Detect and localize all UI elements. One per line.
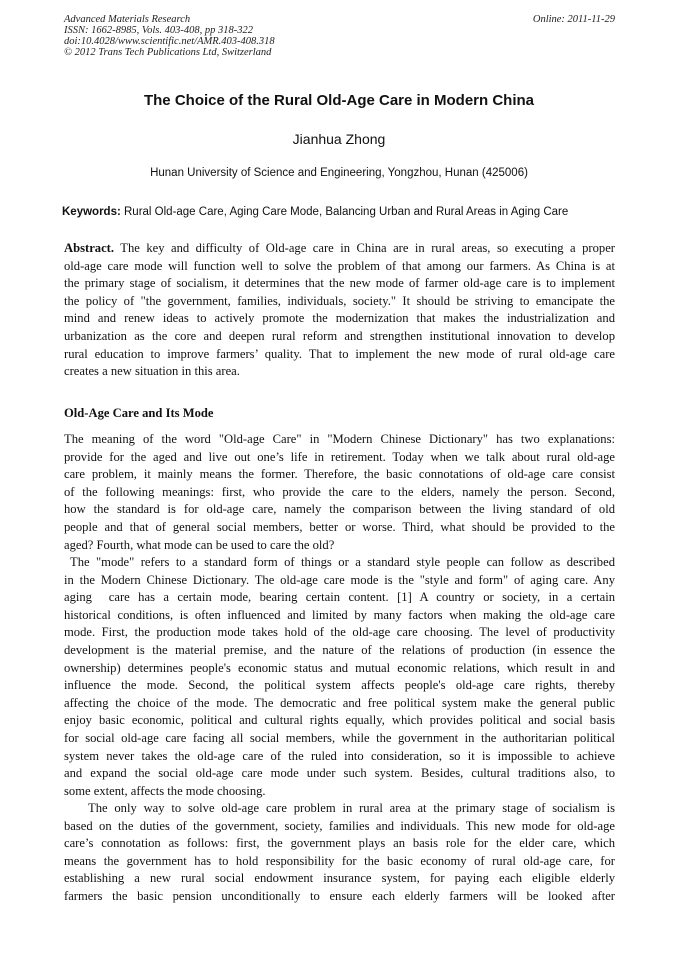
keywords (62, 206, 622, 218)
paragraph-line: enjoy basic economic, political and cultural rights equally, which provides political and social basis (64, 713, 615, 728)
section-paragraph-3 (64, 800, 615, 906)
paragraph-line: influence the mode. Second, the political system affects people's old-age care rights, thereby (64, 678, 615, 693)
paragraph-line: farmers the basic pension unconditionally to ensure each elderly farmers will be looked after (64, 888, 615, 903)
affiliation: Hunan University of Science and Engineering, Yongzhou, Hunan (425006) (150, 167, 528, 179)
paragraph-line: for social old-age care facing all social members, while the government in the authoritarian political (64, 730, 615, 745)
paragraph-line: ownership) determines people's economic status and mutual economic relations, which result in and (64, 660, 615, 675)
section-paragraph-2 (64, 554, 615, 800)
paragraph-line: based on the duties of the government, society, families and individuals. This new mode for old-age (64, 818, 615, 833)
copyright-line: © 2012 Trans Tech Publications Ltd, Switzerland (64, 47, 272, 58)
doi-line: doi:10.4028/www.scientific.net/AMR.403-408.318 (64, 36, 275, 47)
paragraph-line: aging care has a certain mode, bearing certain content. [1] A country or society, in a certain (64, 590, 615, 605)
abstract (64, 240, 615, 381)
issn-line: ISSN: 1662-8985, Vols. 403-408, pp 318-322 (64, 25, 253, 36)
paragraph-line: The only way to solve old-age care problem in rural area at the primary stage of socialism is (88, 801, 615, 815)
paragraph-line: some extent, affects the mode choosing. (64, 783, 266, 798)
paragraph-line: mode. First, the production mode takes hold of the old-age care choosing. The level of productivity (64, 625, 615, 640)
author-name: Jianhua Zhong (292, 131, 386, 147)
paragraph-line: establishing a new rural social endowment insurance system, for paying each eligible elderly (64, 871, 615, 886)
paragraph-line: and expand the social old-age care mode under such system. Besides, cultural traditions also, to (64, 766, 615, 781)
paragraph-line: provide for the aged and live out one’s life in retirement. Today when we talk about rural old-age (64, 449, 615, 464)
abstract-label: Abstract. (64, 241, 115, 255)
paragraph-line: aged? Fourth, what mode can be used to care the old? (64, 537, 335, 552)
paragraph-line: system never takes the old-age care of the ruled into consideration, so it is impossible to achieve (64, 748, 615, 763)
abstract-line: rural education to improve farmers’ quality. That to implement the new mode of rural old-age care (64, 346, 615, 361)
abstract-line: old-age care mode will function well to solve the problem of that among our farmers. As China is at (64, 258, 615, 273)
section-paragraph-1 (64, 431, 615, 554)
paper-title: The Choice of the Rural Old-Age Care in Modern China (143, 92, 535, 109)
online-date: Online: 2011-11-29 (532, 14, 615, 25)
paragraph-line: how the standard is for old-age care, namely the comparison between the living standard of old (64, 502, 615, 517)
abstract-line: urbanization as the core and deepen rural reform and strengthen institutional innovation to develop (64, 328, 615, 343)
keywords-text: Rural Old-age Care, Aging Care Mode, Balancing Urban and Rural Areas in Aging Care (120, 206, 569, 218)
paragraph-line: of the following meanings: first, who provide the care to the elders, namely the person. Second, (64, 484, 615, 499)
paragraph-line: The "mode" refers to a standard form of things or a standard style people can follow as described (70, 555, 615, 569)
paragraph-line: means the government has to hold responsibility for the basic economy of rural old-age care, for (64, 853, 615, 868)
journal-header (64, 14, 615, 58)
section-heading: Old-Age Care and Its Mode (64, 406, 214, 420)
paragraph-line: The meaning of the word "Old-age Care" in "Modern Chinese Dictionary" has two explanations: (64, 432, 615, 446)
paragraph-line: in the Modern Chinese Dictionary. The old-age care mode is the "style and form" of aging care. Any (64, 572, 615, 587)
paragraph-line: development is the material premise, and the nature of the relations of production (in essence the (64, 642, 615, 657)
abstract-line: mind and renew ideas to actively promote the modernization that makes the industrialization and (64, 311, 615, 326)
abstract-line: the policy of "the government, families, individuals, society." It should be striving to emancipate the (64, 293, 615, 308)
paragraph-line: people and that of general social members, better or worse. Third, what should be provided to the (64, 519, 615, 534)
paragraph-line: historical conditions, is often influenced and limited by many factors when making the old-age care (64, 607, 615, 622)
paragraph-line: affecting the choice of the mode. The democratic and free political system make the general public (64, 695, 615, 710)
journal-name: Advanced Materials Research (64, 14, 191, 25)
abstract-line: Abstract. The key and difficulty of Old-age care in China are in rural areas, so executing a proper (64, 241, 615, 255)
keywords-label: Keywords: (62, 206, 121, 218)
abstract-line: creates a new situation in this area. (64, 364, 240, 379)
abstract-line: the primary stage of socialism, it determines that the new mode of farmer old-age care is to implement (64, 276, 615, 291)
paragraph-line: care’s connotation as follows: first, the government plays an basis role for the elder care, which (64, 836, 615, 851)
paragraph-line: care problem, it mainly means the former. Therefore, the basic connotations of old-age care consist (64, 467, 615, 482)
